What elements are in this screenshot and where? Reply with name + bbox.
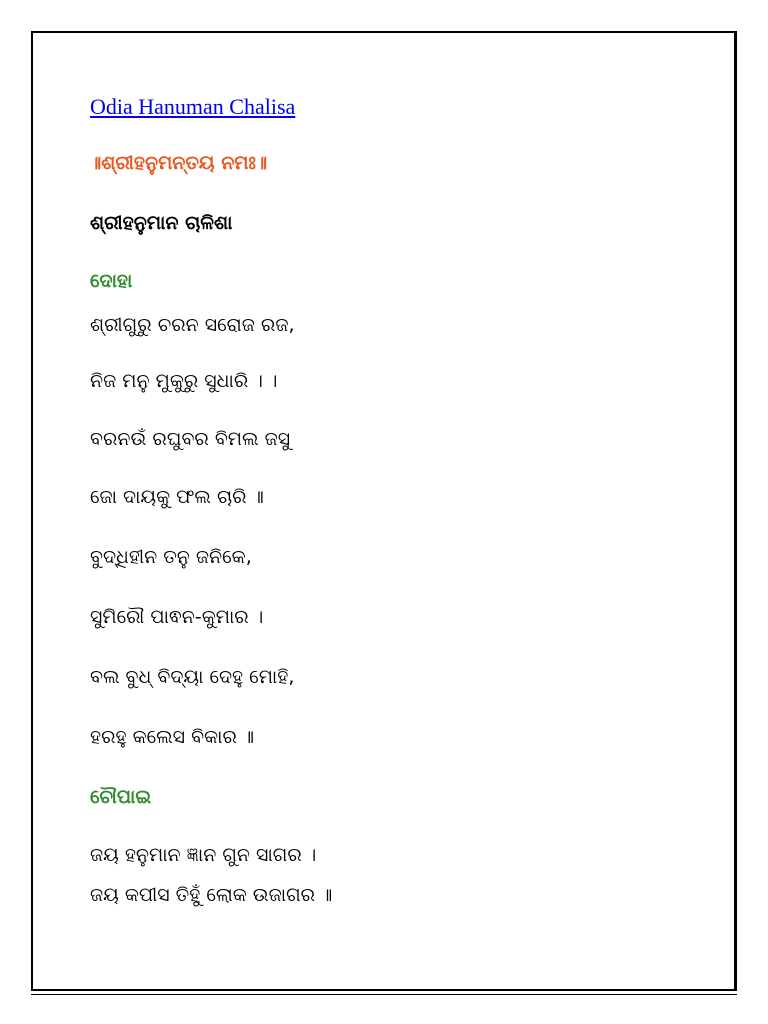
title-link[interactable]: Odia Hanuman Chalisa [90, 94, 296, 119]
page-bottom-rule-double [31, 994, 737, 995]
doha-line: ନିଜ ମନୁ ମୁକୁରୁ ସୁଧାରି । । [90, 370, 278, 392]
doha-line: ହରହୁ କଲେସ ବିକାର ॥ [90, 726, 255, 748]
doha-line: ସୁମିରୌ ପାଵନ-କୁମାର । [90, 606, 264, 628]
doha-line: ବଲ ବୁଧ୍ ବିଦ୍ୟା ଦେହୁ ମୋହି, [90, 666, 295, 688]
chaupai-heading: ଚୌପାଇ [90, 786, 152, 808]
chaupai-line: ଜୟ ହନୁମାନ ଜ୍ଞାନ ଗୁନ ସାଗର । [90, 844, 317, 866]
page-heading: ଶ୍ରୀହନୁମାନ ଚାଳିଶା [90, 212, 233, 234]
chaupai-line: ଜୟ କପୀସ ତିହୁଁ ଲୋକ ଉଜାଗର ॥ [90, 884, 333, 906]
doha-heading: ଦୋହା [90, 270, 133, 292]
doha-line: ଜୋ ଦାୟକୁ ଫଲ ଚାରି ॥ [90, 486, 264, 508]
page-bottom-rule [31, 989, 737, 991]
invocation-text: ॥ଶ୍ରୀହନୁମନ୍ତୟ ନମଃ॥ [90, 152, 268, 174]
doha-line: ବରନଉଁ ରଘୁବର ବିମଲ ଜସୁ [90, 428, 291, 450]
doha-line: ବୁଦ୍ଧିହୀନ ତନୁ ଜନିକେ, [90, 546, 252, 568]
doha-line: ଶ୍ରୀଗୁରୁ ଚରନ ସରୋଜ ରଜ, [90, 314, 295, 336]
